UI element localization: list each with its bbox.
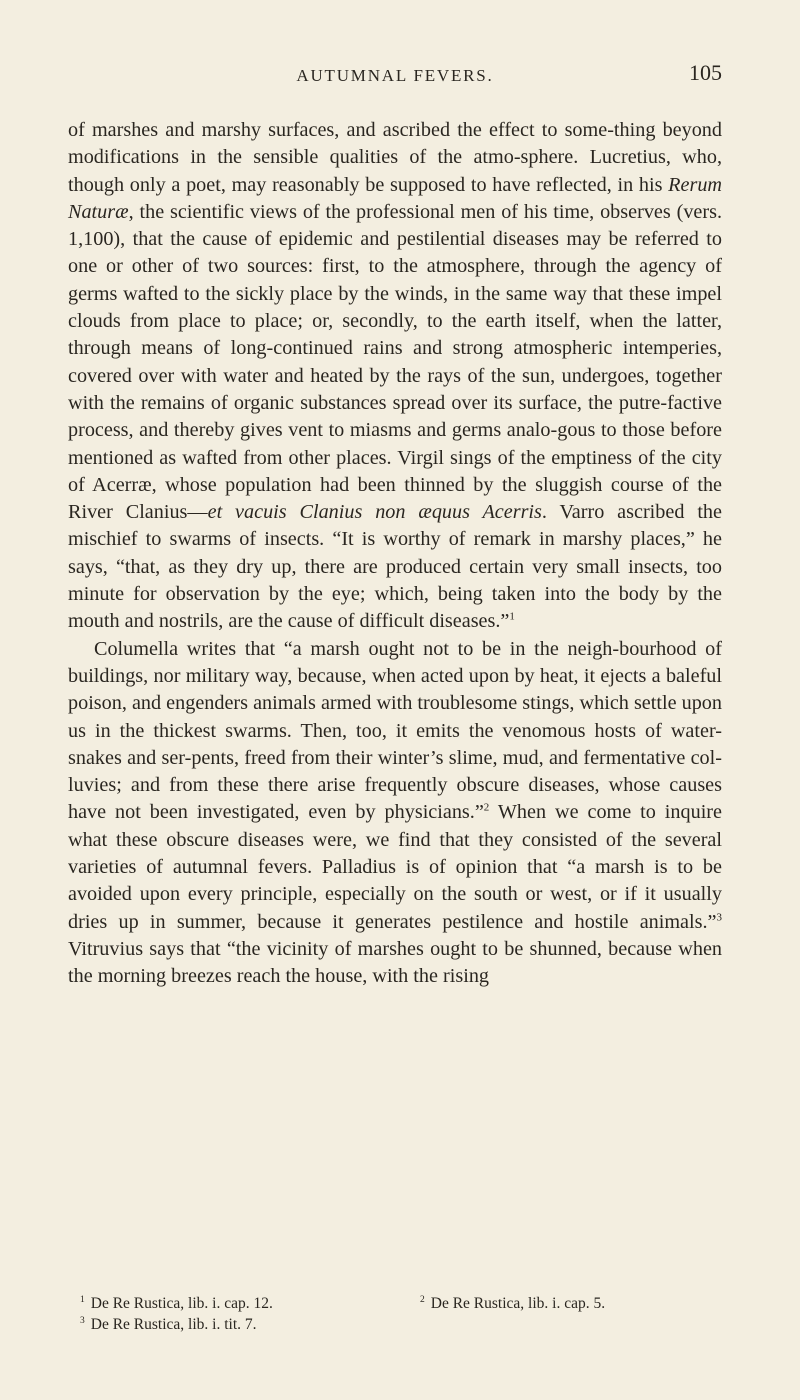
footnote-3 xyxy=(68,1314,257,1335)
page-number: 105 xyxy=(689,60,722,85)
footnote-mark: 1 xyxy=(80,1294,85,1305)
footnotes xyxy=(68,1293,722,1335)
text-segment: , the scientific views of the professional men of his time, observes (vers. 1,100), that the cause of epidemic and pestilential diseases may be referred to one or other of two sources: first, to the atmosphere, through the agency of germs wafted to the sickly place by the winds, in the same way that these impel clouds from place to place; or, secondly, to the earth itself, when the latter, through means of long-continued rains and strong atmospheric intemperies, covered over with water and heated by the rays of the sun, undergoes, together with the remains of organic substances spread over its surface, the putre-factive process, and thereby gives vent to miasms and germs analo-gous to those before mentioned as wafted from other places. Virgil sings of the emptiness of the city of Acerræ, whose population had been thinned by the sluggish course of the River Clanius— xyxy=(68,200,722,524)
italic-text: et vacuis Clanius non æquus Acerris xyxy=(207,501,542,524)
body-text xyxy=(68,117,722,991)
footnote-mark: 2 xyxy=(420,1294,425,1305)
footnote-reference: 1 xyxy=(509,610,515,623)
footnote-text: De Re Rustica, lib. i. cap. 12. xyxy=(90,1295,273,1312)
footnote-mark: 3 xyxy=(80,1315,85,1326)
footnote-reference: 3 xyxy=(716,910,722,923)
footnote-row xyxy=(68,1314,722,1335)
footnote-text: De Re Rustica, lib. i. tit. 7. xyxy=(90,1316,257,1333)
italic-text: Rerum Naturæ xyxy=(68,173,722,223)
text-segment: Vitruvius says that “the vicinity of marshes ought to be shunned, because when the morning breezes reach the house, with the rising xyxy=(68,937,722,988)
running-title: AUTUMNAL FEVERS. xyxy=(296,66,494,85)
footnote-reference: 2 xyxy=(483,801,490,814)
text-segment: of marshes and marshy surfaces, and ascribed the effect to some-thing beyond modifications in the sensible qualities of the atmo-sphere. Lucretius, who, though only a poet, may reasonably be supposed to have reflected, in his xyxy=(68,119,722,196)
text-segment: Columella writes that “a marsh ought not to be in the neigh-bourhood of buildings, nor military way, because, when acted upon by heat, it ejects a baleful poison, and engenders animals armed with troublesome stings, which settle upon us in the thickest swarms. Then, too, it emits the venomous hosts of water-snakes and ser-pents, freed from their winter’s slime, mud, and fermentative col-luvies; and from these there arise frequently obscure diseases, whose causes have not been investigated, even by physicians.” xyxy=(68,637,722,824)
paragraph xyxy=(68,117,722,636)
text-segment: When we come to inquire what these obscure diseases were, we find that they consisted of the several varieties of autumnal fevers. Palladius is of opinion that “a marsh is to be avoided upon every principle, especially on the south or west, or if it usually dries up in summer, because it generates pestilence and hostile animals.” xyxy=(68,801,722,933)
text-segment: . Varro ascribed the mischief to swarms of insects. “It is worthy of remark in marshy places,” he says, “that, as they dry up, there are produced certain very small insects, too minute for observation by the eye; which, being taken into the body by the mouth and nostrils, are the cause of difficult diseases.” xyxy=(68,501,722,633)
page-header xyxy=(68,60,722,92)
footnote-row xyxy=(68,1293,722,1314)
footnote-text: De Re Rustica, lib. i. cap. 5. xyxy=(430,1295,606,1312)
footnote-1 xyxy=(68,1293,420,1314)
footnote-2 xyxy=(420,1293,605,1314)
paragraph xyxy=(68,636,722,991)
